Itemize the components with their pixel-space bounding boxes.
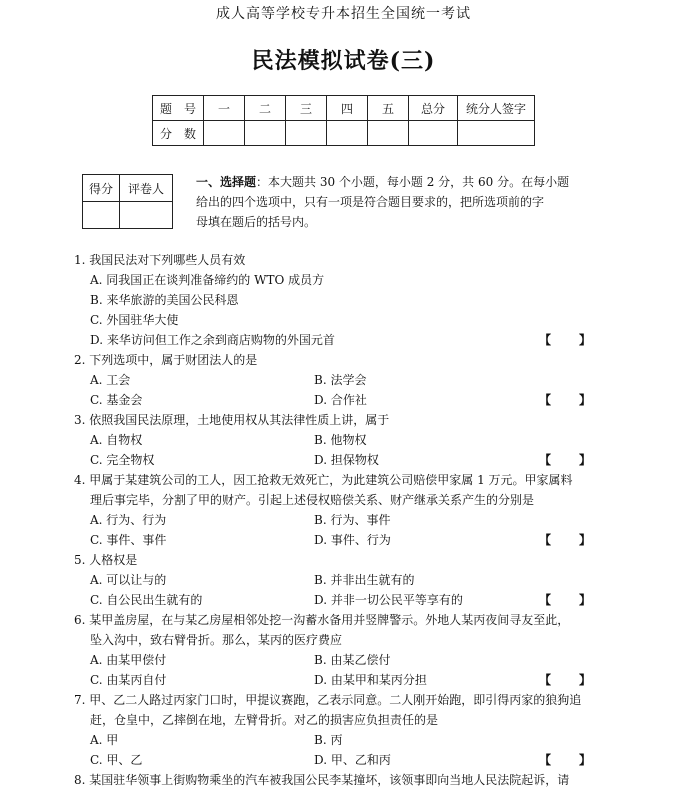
question-stem: 1. 我国民法对下列哪些人员有效 — [74, 253, 246, 267]
answer-bracket[interactable]: 【】 — [538, 753, 619, 767]
score-cell: 题 号 — [153, 96, 204, 121]
section-instructions — [196, 172, 576, 232]
question-stem: 4. 甲属于某建筑公司的工人，因工抢救无效死亡，为此建筑公司赔偿甲家属 1 万元。甲家属料 — [74, 473, 573, 487]
option: B. 由某乙偿付 — [314, 653, 391, 667]
option: D. 来华访问但工作之余到商店购物的外国元首 — [90, 333, 335, 347]
question-item — [74, 770, 619, 790]
question-item — [74, 350, 619, 410]
option-row — [74, 370, 619, 390]
score-table-header-row — [153, 96, 535, 121]
question-item — [74, 550, 619, 610]
option-row — [74, 450, 619, 470]
score-cell: 四 — [327, 96, 368, 121]
option: A. 由某甲偿付 — [90, 653, 167, 667]
grader-name-entry[interactable] — [120, 202, 173, 229]
section-heading: 一、选择题 — [196, 175, 257, 189]
option: B. 来华旅游的美国公民科恩 — [90, 293, 239, 307]
grader-table — [82, 174, 173, 229]
question-item — [74, 610, 619, 690]
score-entry[interactable] — [327, 121, 368, 146]
question-list — [74, 250, 619, 790]
option: C. 外国驻华大使 — [90, 313, 179, 327]
option: C. 事件、事件 — [90, 533, 167, 547]
score-entry[interactable] — [286, 121, 327, 146]
option-row — [74, 750, 619, 770]
option-row — [74, 290, 619, 310]
score-row-label: 分 数 — [153, 121, 204, 146]
section-text: ：本大题共 30 个小题，每小题 2 分，共 60 分。在每小题 — [256, 175, 570, 189]
option: D. 担保物权 — [314, 453, 379, 467]
answer-bracket[interactable]: 【】 — [538, 533, 619, 547]
question-stem: 赶，仓皇中，乙摔倒在地，左臂骨折。对乙的损害应负担责任的是 — [90, 713, 439, 727]
option: C. 由某丙自付 — [90, 673, 167, 687]
option: D. 由某甲和某丙分担 — [314, 673, 427, 687]
score-cell: 三 — [286, 96, 327, 121]
question-stem: 8. 某国驻华领事上街购物乘坐的汽车被我国公民李某撞坏，该领事即向当地人民法院起诉，请 — [74, 773, 570, 787]
question-stem: 3. 依照我国民法原理，土地使用权从其法律性质上讲，属于 — [74, 413, 390, 427]
option-row — [74, 570, 619, 590]
option-row — [74, 270, 619, 290]
option: A. 可以让与的 — [90, 573, 167, 587]
option: C. 甲、乙 — [90, 753, 143, 767]
score-cell: 一 — [204, 96, 245, 121]
exam-header: 成人高等学校专升本招生全国统一考试 — [216, 6, 471, 22]
option: B. 丙 — [314, 733, 343, 747]
paper-title: 民法模拟试卷(三) — [251, 48, 436, 74]
option-row — [74, 530, 619, 550]
option: D. 并非一切公民平等享有的 — [314, 593, 463, 607]
option: C. 基金会 — [90, 393, 143, 407]
score-cell: 五 — [368, 96, 409, 121]
answer-bracket[interactable]: 【】 — [538, 333, 619, 347]
option: A. 工会 — [90, 373, 131, 387]
score-table-score-row — [153, 121, 535, 146]
answer-bracket[interactable]: 【】 — [538, 453, 619, 467]
question-item — [74, 470, 619, 550]
score-entry[interactable] — [245, 121, 286, 146]
score-entry[interactable] — [409, 121, 458, 146]
option-row — [74, 650, 619, 670]
question-item — [74, 250, 619, 350]
option-row — [74, 510, 619, 530]
section-text: 给出的四个选项中，只有一项是符合题目要求的，把所选项前的字 — [196, 195, 545, 209]
option: B. 法学会 — [314, 373, 367, 387]
option: B. 并非出生就有的 — [314, 573, 415, 587]
option: C. 自公民出生就有的 — [90, 593, 203, 607]
score-cell: 总分 — [409, 96, 458, 121]
option-row — [74, 330, 619, 350]
question-stem: 理后事完毕，分割了甲的财产。引起上述侵权赔偿关系、财产继承关系产生的分别是 — [90, 493, 535, 507]
option-row — [74, 430, 619, 450]
grader-score-entry[interactable] — [83, 202, 120, 229]
question-stem: 6. 某甲盖房屋，在与某乙房屋相邻处挖一沟蓄水备用并竖牌警示。外地人某丙夜间寻友至此， — [74, 613, 570, 627]
option-row — [74, 730, 619, 750]
option: C. 完全物权 — [90, 453, 155, 467]
option-row — [74, 590, 619, 610]
option-row — [74, 670, 619, 690]
score-entry[interactable] — [204, 121, 245, 146]
option: A. 甲 — [90, 733, 119, 747]
grader-score-label: 得分 — [83, 175, 120, 202]
question-stem: 坠入沟中，致右臂骨折。那么，某丙的医疗费应 — [90, 633, 343, 647]
option: A. 行为、行为 — [90, 513, 167, 527]
option: D. 合作社 — [314, 393, 367, 407]
question-stem: 2. 下列选项中，属于财团法人的是 — [74, 353, 258, 367]
grader-name-label: 评卷人 — [120, 175, 173, 202]
question-stem: 7. 甲、乙二人路过丙家门口时，甲提议赛跑，乙表示同意。二人刚开始跑，即引得丙家的狼狗追 — [74, 693, 582, 707]
option: A. 同我国正在谈判准备缔约的 WTO 成员方 — [90, 273, 325, 287]
score-table — [152, 95, 535, 146]
score-cell: 二 — [245, 96, 286, 121]
section-text: 母填在题后的括号内。 — [196, 215, 317, 229]
option: B. 他物权 — [314, 433, 367, 447]
answer-bracket[interactable]: 【】 — [538, 673, 619, 687]
option: B. 行为、事件 — [314, 513, 391, 527]
option: D. 事件、行为 — [314, 533, 391, 547]
question-item — [74, 410, 619, 470]
score-entry[interactable] — [368, 121, 409, 146]
answer-bracket[interactable]: 【】 — [538, 593, 619, 607]
option-row — [74, 390, 619, 410]
score-entry[interactable] — [458, 121, 535, 146]
score-cell: 统分人签字 — [458, 96, 535, 121]
answer-bracket[interactable]: 【】 — [538, 393, 619, 407]
option: A. 自物权 — [90, 433, 143, 447]
option-row — [74, 310, 619, 330]
option: D. 甲、乙和丙 — [314, 753, 391, 767]
question-stem: 5. 人格权是 — [74, 553, 138, 567]
question-item — [74, 690, 619, 770]
